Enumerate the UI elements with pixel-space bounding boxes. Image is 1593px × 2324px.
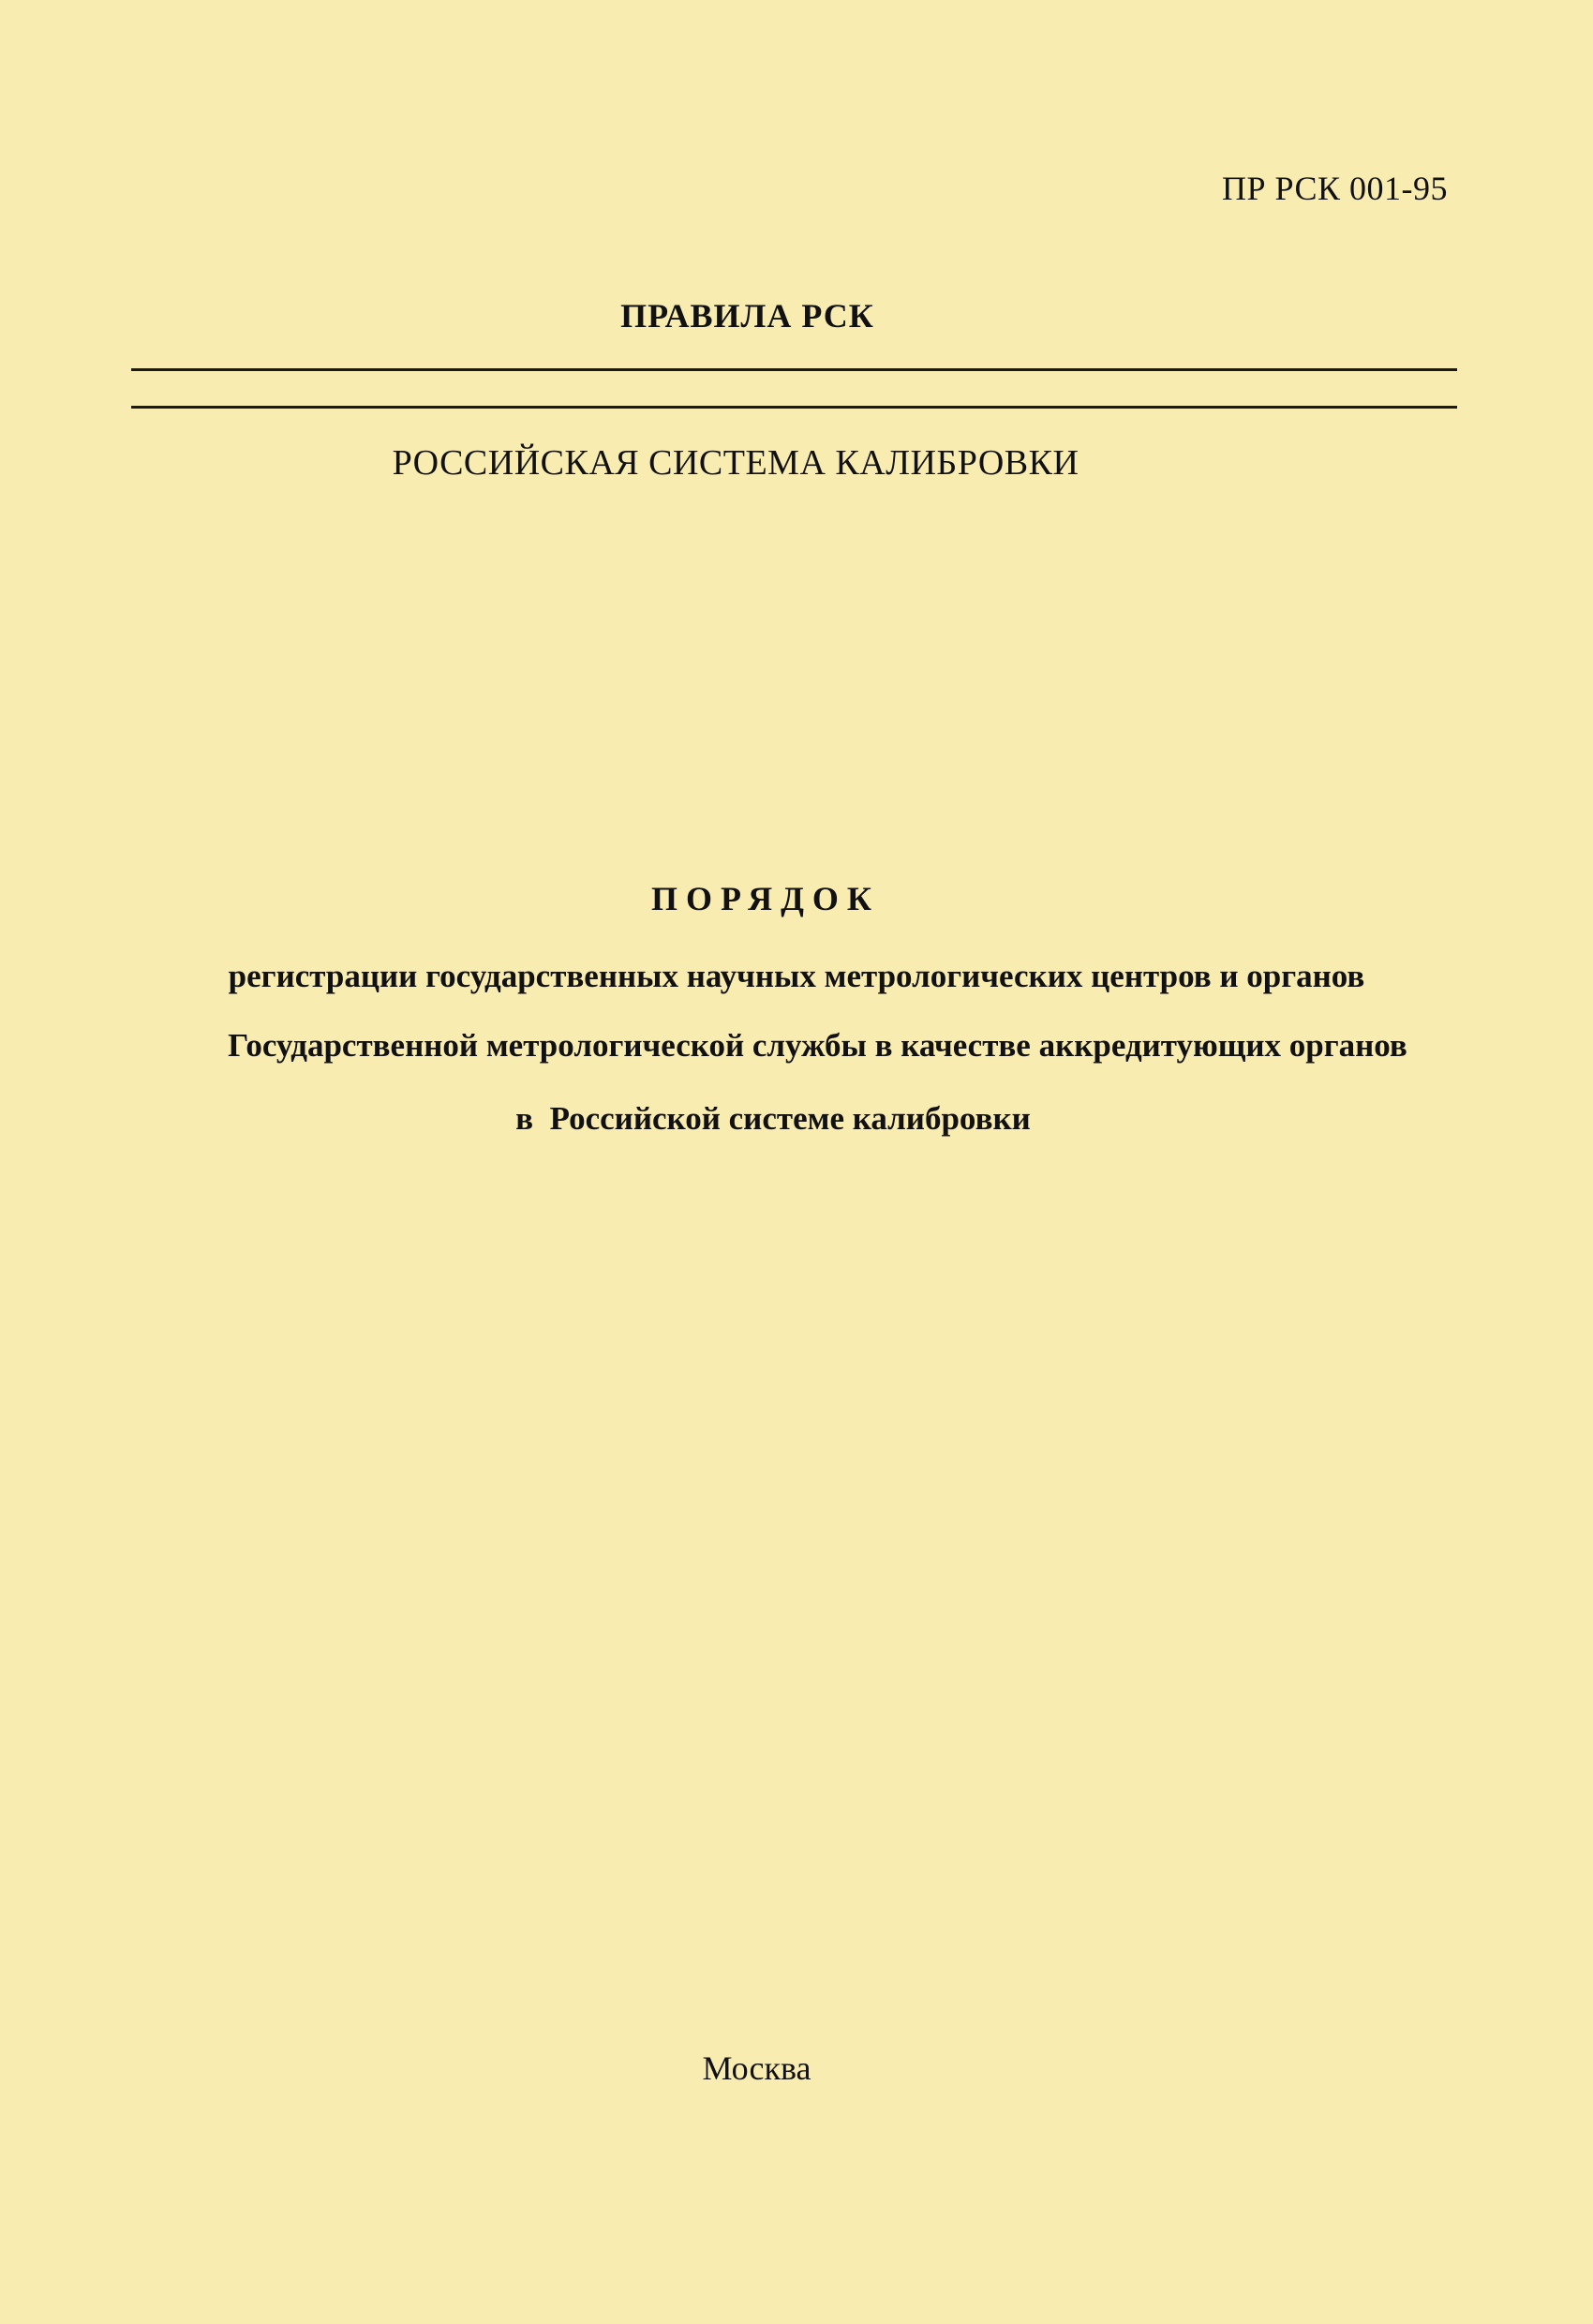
city-label: Москва <box>702 2049 811 2087</box>
subtitle-line-3: в Российской системе калибровки <box>515 1100 1031 1137</box>
document-code: ПР РСК 001-95 <box>1222 170 1448 207</box>
subtitle-line-1: регистрации государственных научных метрологических центров и органов <box>228 958 1365 994</box>
subtitle-line-2: Государственной метрологической службы в качестве аккредитующих органов <box>228 1027 1407 1064</box>
rules-title: ПРАВИЛА РСК <box>620 297 874 335</box>
order-heading: ПОРЯДОК <box>650 880 881 917</box>
divider-line-top <box>131 368 1457 371</box>
system-title: РОССИЙСКАЯ СИСТЕМА КАЛИБРОВКИ <box>392 443 1079 483</box>
divider-line-bottom <box>131 406 1457 409</box>
